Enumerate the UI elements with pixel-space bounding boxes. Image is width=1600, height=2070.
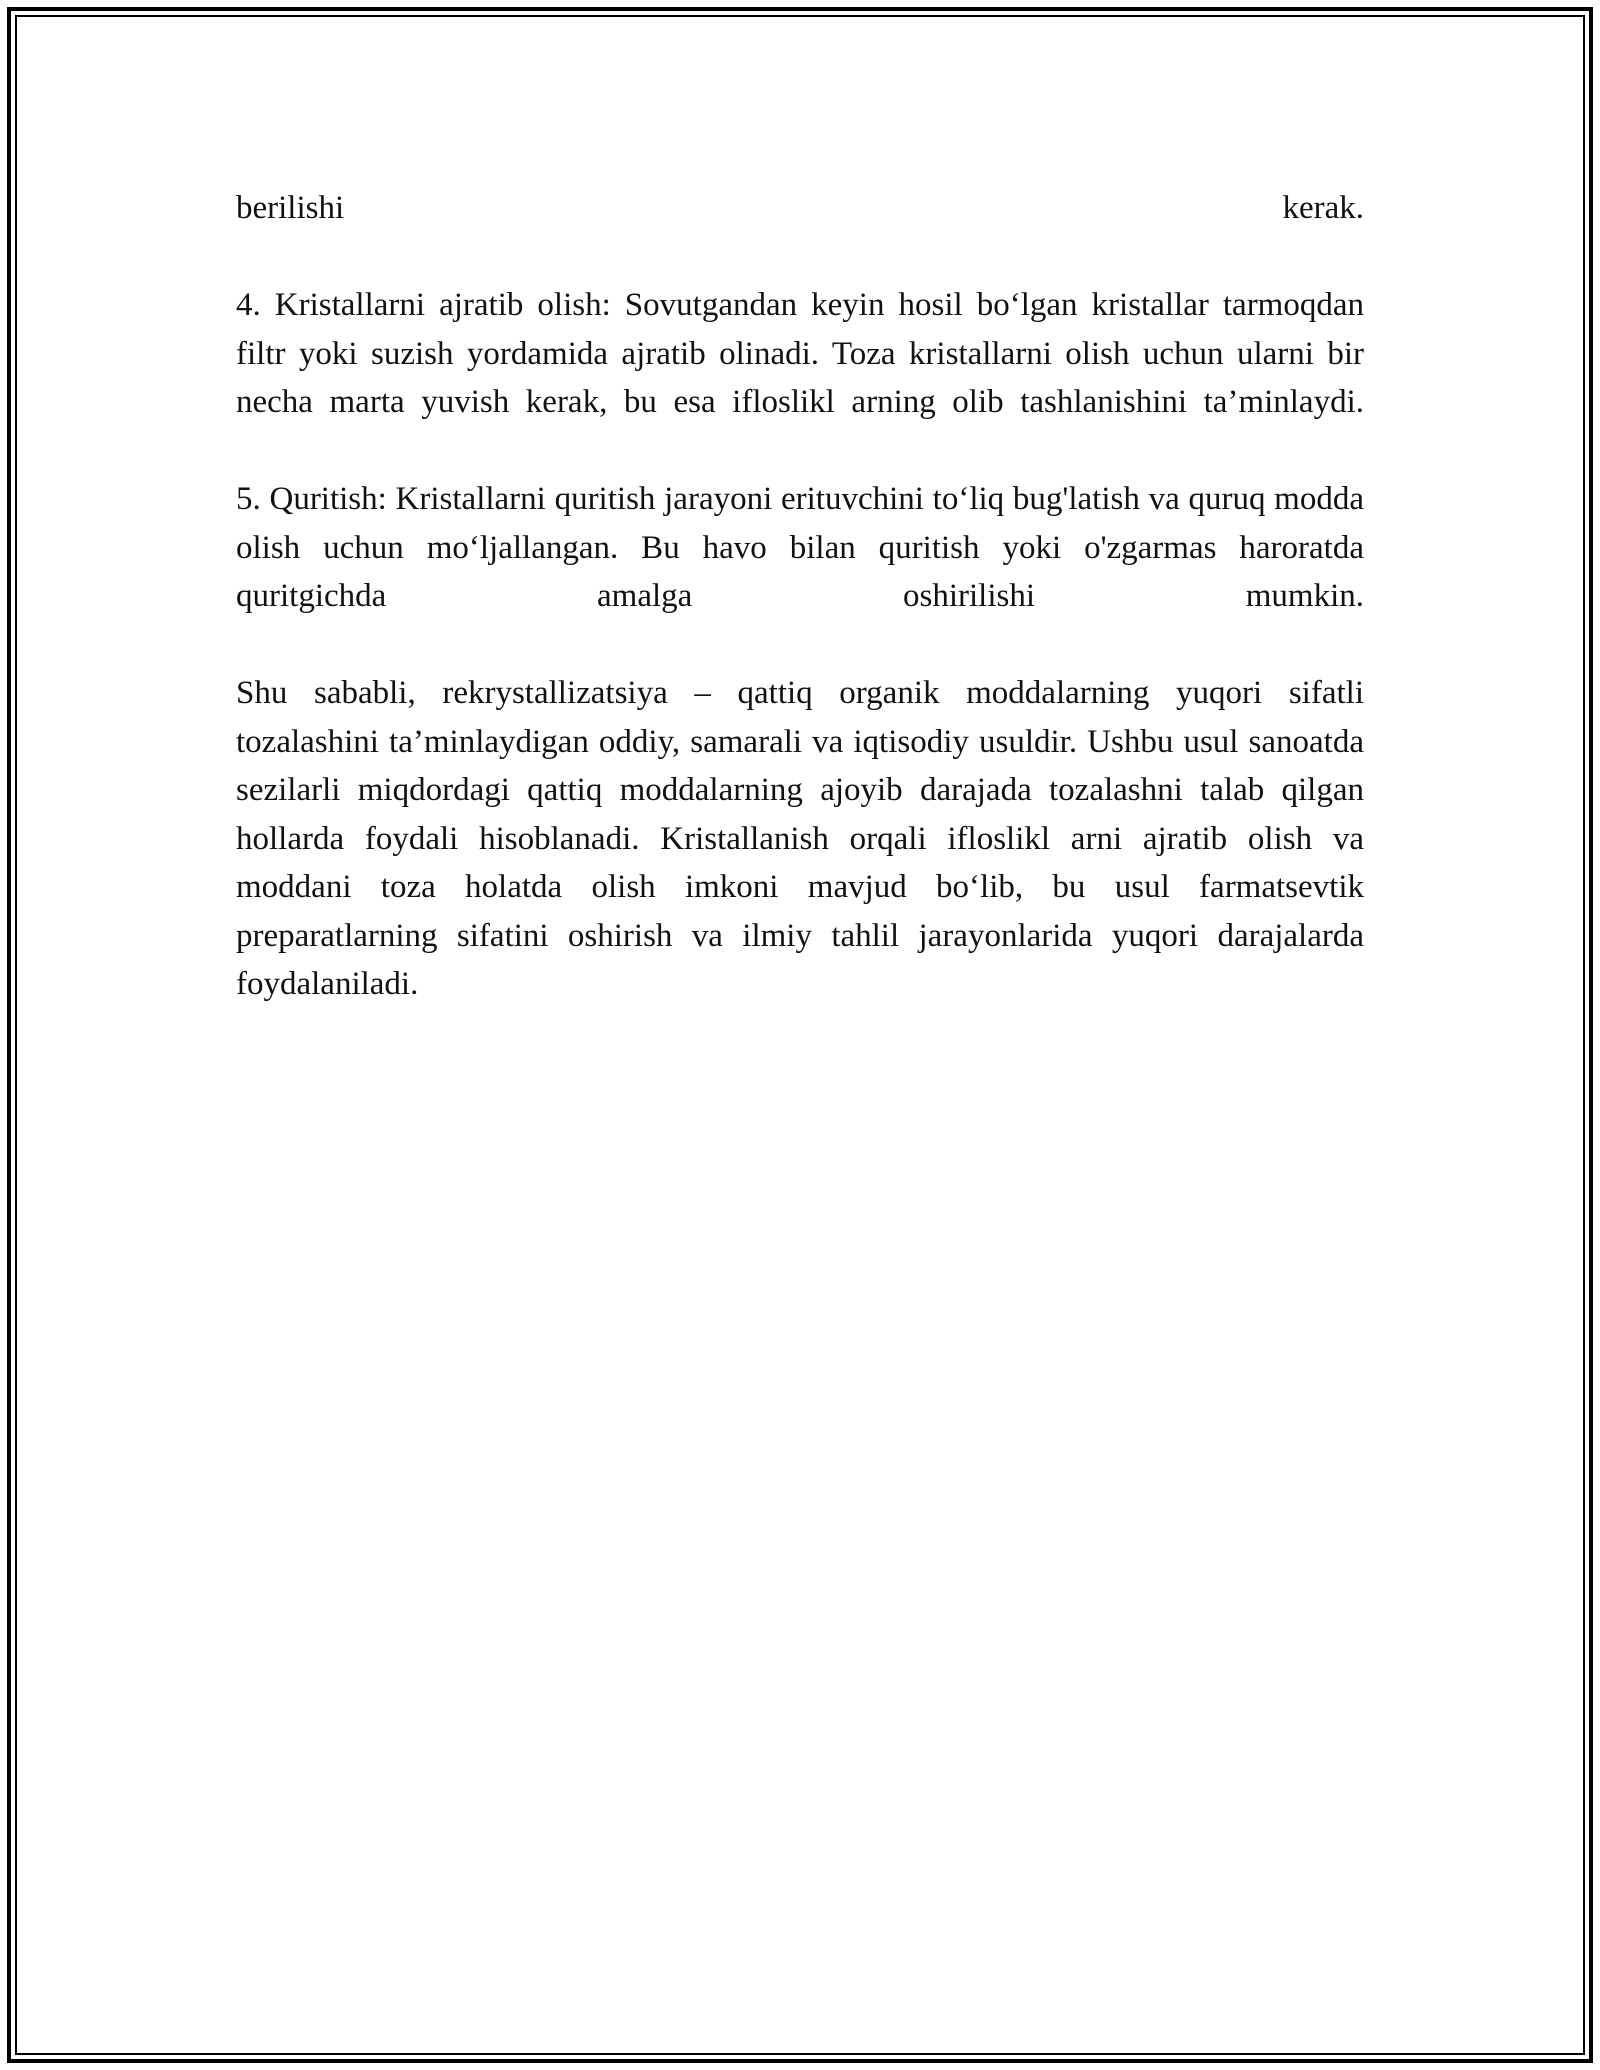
continuation-right-word: kerak. [1282,190,1364,226]
paragraph-drying: 5. Quritish: Kristallarni quritish jarayoni erituvchini to‘liq bug'latish va quruq modda olish uchun mo‘ljallangan. Bu havo bilan quritish yoki o'zgarmas haroratda quritgichda amalga oshirilishi mumkin. [236,481,1364,614]
paragraph-crystal-separation: 4. Kristallarni ajratib olish: Sovutgandan keyin hosil bo‘lgan kristallar tarmoqdan filtr yoki suzish yordamida ajratib olinadi. Toza kristallarni olish uchun ularni bir necha marta yuvish kerak, bu esa ifloslikl arning olib tashlanishini ta’minlaydi. [236,287,1364,420]
paragraph-conclusion: Shu sababli, rekrystallizatsiya – qattiq organik moddalarning yuqori sifatli tozalashini ta’minlaydigan oddiy, samarali va iqtisodiy usuldir. Ushbu usul sanoatda sezilarli miqdordagi qattiq moddalarning ajoyib darajada tozalashni talab qilgan hollarda foydali hisoblanadi. Kristallanish orqali ifloslikl arni ajratib olish va moddani toza holatda olish imkoni mavjud bo‘lib, bu usul farmatsevtik preparatlarning sifatini oshirish va ilmiy tahlil jarayonlarida yuqori darajalarda foydalaniladi. [236,675,1364,1002]
continuation-line [236,184,1364,233]
document-body [236,184,1364,1057]
continuation-left-word: berilishi [236,190,345,226]
